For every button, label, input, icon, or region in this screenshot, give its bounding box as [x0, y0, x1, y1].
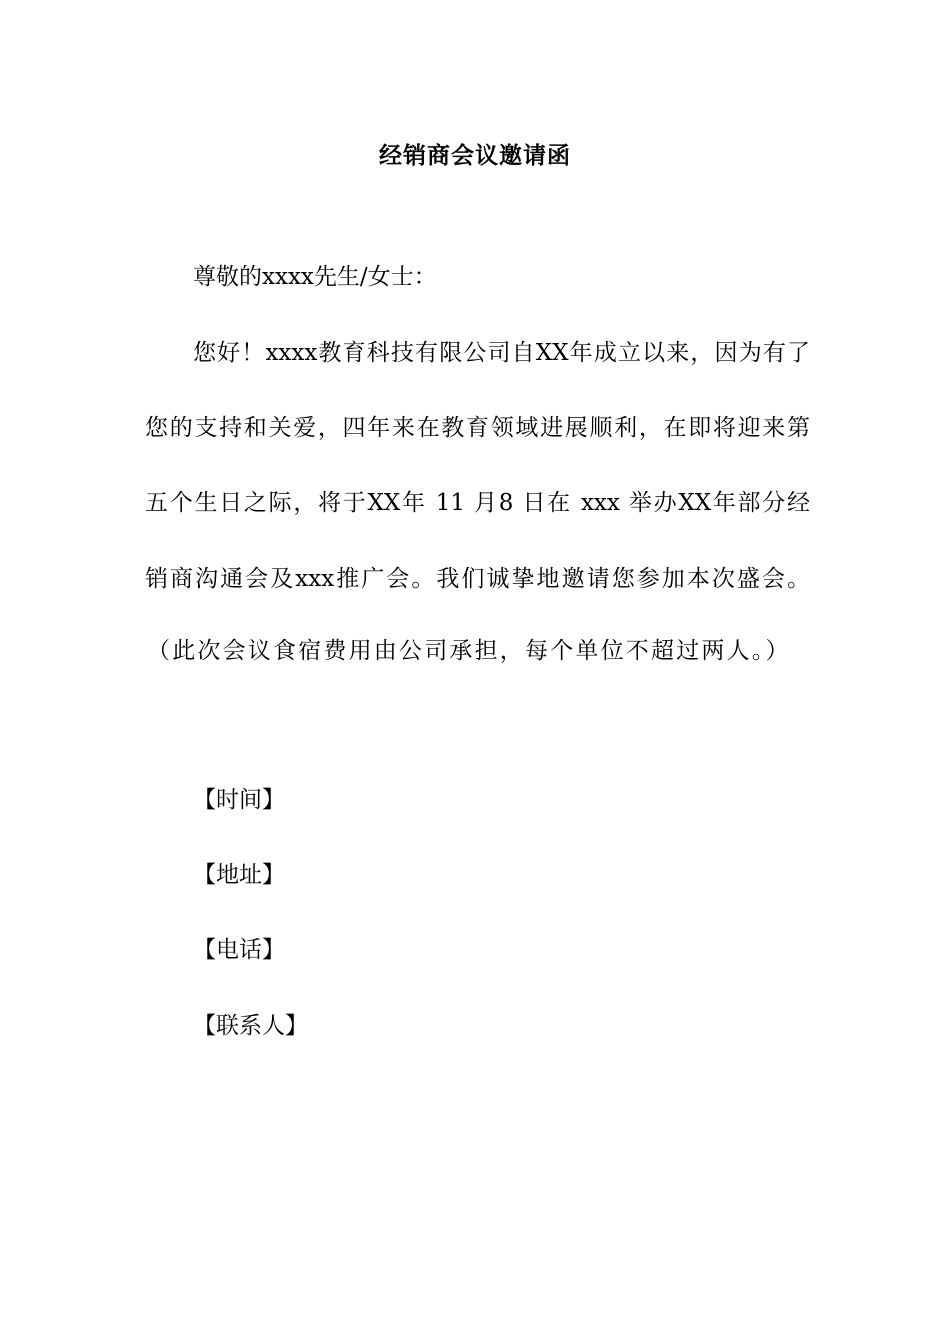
- body-note: （此次会议食宿费用由公司承担，每个单位不超过两人。）: [147, 638, 791, 664]
- time-label: 【时间】: [193, 787, 285, 813]
- body-line: 您的支持和关爱，四年来在教育领域进展顺利，在即将迎来第: [145, 415, 810, 441]
- body-line: 销商沟通会及xxx推广会。我们诚挚地邀请您参加本次盛会。: [145, 566, 810, 592]
- address-label: 【地址】: [193, 862, 285, 888]
- contact-label: 【联系人】: [193, 1013, 308, 1039]
- phone-label: 【电话】: [193, 937, 285, 963]
- salutation: 尊敬的xxxx先生/女士：: [193, 264, 437, 290]
- document-title: 经销商会议邀请函: [379, 142, 571, 169]
- body-line: 您好！xxxx教育科技有限公司自XX年成立以来，因为有了: [193, 340, 810, 366]
- body-line: 五个生日之际，将于XX年 11 月8 日在 xxx 举办XX年部分经: [145, 490, 810, 516]
